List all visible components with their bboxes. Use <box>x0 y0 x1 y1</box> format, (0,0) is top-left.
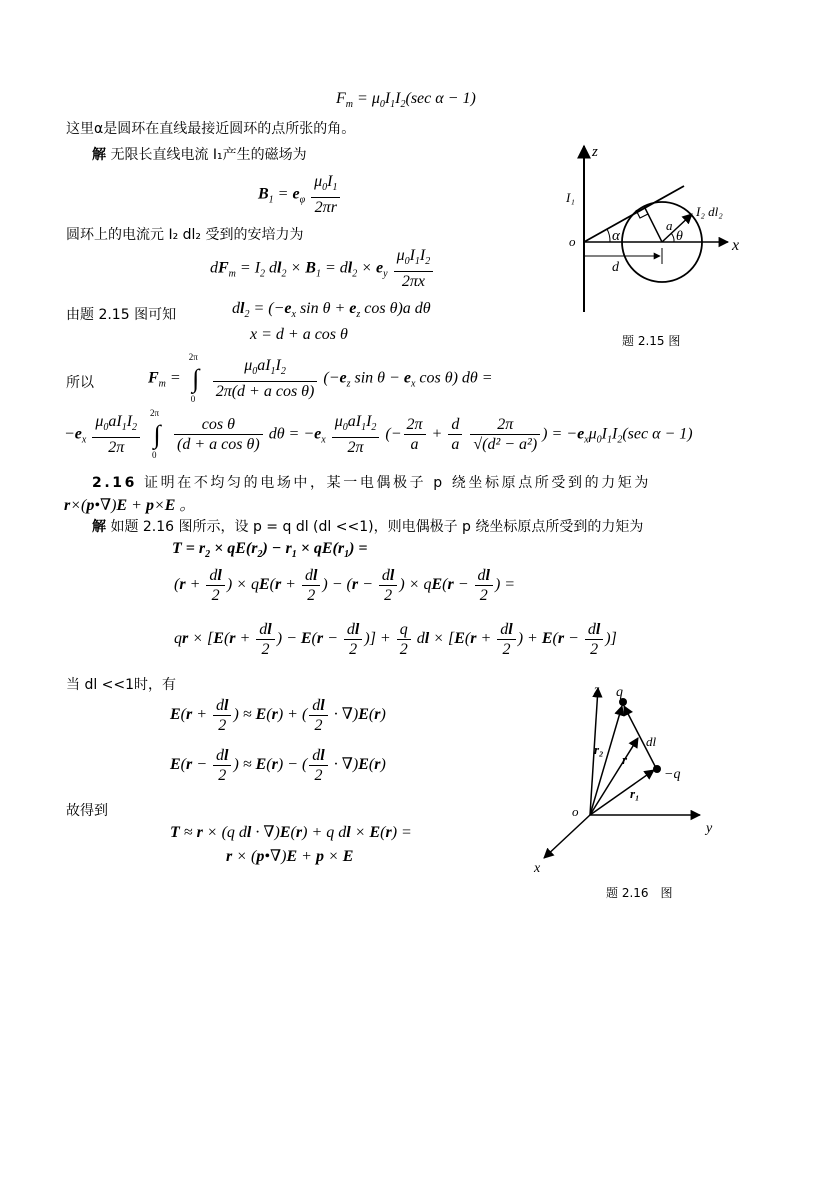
fig216-label-r1: r₁ <box>630 786 640 801</box>
fig215-label-theta: θ <box>676 229 683 244</box>
solution-216-line-b: 当 dl <<1时，有 <box>66 677 177 693</box>
solution-label-216: 解 <box>92 519 106 535</box>
equation-t-final: r × (p•∇)E + p × E <box>226 848 354 865</box>
fig215-label-i2dl2: I₂ dl₂ <box>696 204 723 219</box>
intro-line: 这里α是圆环在直线最接近圆环的点所张的角。 <box>66 121 356 137</box>
fig216-label-z: z <box>594 683 600 698</box>
solution-215-line-c: 由题 2.15 图可知 <box>66 307 177 323</box>
solution-215-line-b: 圆环上的电流元 I₂ dl₂ 受到的安培力为 <box>66 227 304 243</box>
fig216-label-q: q <box>616 685 623 700</box>
fig215-label-o: o <box>569 234 576 249</box>
fig216-label-x: x <box>534 861 541 876</box>
fig215-label-d: d <box>612 260 619 275</box>
equation-torque-statement: r×(p•∇)E + p×E 。 <box>64 497 196 514</box>
solution-216-line-a <box>92 516 643 536</box>
solution-215-line-a <box>92 144 307 164</box>
fig216-label-r2: r₂ <box>594 742 604 757</box>
equation-fm-evaluation: $-e_x$ $\frac{\mu_0aI_1I_2}{2\pi}$ ∫ 2π 0 $\frac{\text{cos θ}}{\text{(d + a cos θ)}}$ $d\theta = -e_x$ $\frac{\mu_0aI_1I_2}{2\pi}$ (− $\frac{2\pi}{a}$ + $\frac{d}{a}$ $\frac{2\pi}{\text{√(d² − a²)}}$ ) = $-e_x\mu_0I_1I_2(\sec$ α − 1) <box>64 407 693 460</box>
fig215-label-i1: I₁ <box>566 190 575 205</box>
figure-216 <box>530 680 730 880</box>
fig215-label-a: a <box>666 218 673 233</box>
problem-216-number: 2.16 <box>92 475 137 491</box>
fig216-label-r: r <box>622 752 628 767</box>
fig216-label-o: o <box>572 804 579 819</box>
equation-fm-integral: $F_m$ = ∫ 2π 0 $\frac{\mu_0aI_1I_2}{\text{2π(d + a cos θ)}}$ ($-e_z$ $\sin \theta - e_x$ cos θ) dθ = <box>148 351 493 404</box>
solution-label: 解 <box>92 147 106 163</box>
fig216-label-y: y <box>706 821 713 836</box>
equation-fm-result: $F_m = \mu_0I_1I_2(\sec$ α − 1) <box>336 90 476 111</box>
solution-215-line-d: 所以 <box>66 375 94 391</box>
solution-216-text-a: 如题 2.16 图所示，设 p = q dl (dl <<1)，则电偶极子 p 绕坐标原点所受到的力矩为 <box>110 519 644 535</box>
fig216-label-minus-q: −q <box>664 767 681 782</box>
equation-b1: $B_1 = e_\varphi$ $\frac{\mu_0I_1}{2\pi r}$ <box>258 172 342 217</box>
equation-e-minus: E(r − $\frac{dl}{2}$ ) ≈ E(r) − ( $\frac{dl}{2}$ · ∇)E(r) <box>170 747 386 784</box>
equation-t-line1: $T = r_2 \times qE(r_2) - r_1 \times qE(r_1)$ = <box>172 540 368 561</box>
figure-215-caption: 题 2.15 图 <box>622 334 681 348</box>
fig215-label-z: z <box>592 144 598 160</box>
figure-216-caption: 题 2.16 图 <box>606 886 673 900</box>
problem-216-statement <box>92 472 651 492</box>
fig216-r2-vector <box>590 706 622 815</box>
solution-215-text-a: 无限长直线电流 I₁产生的磁场为 <box>110 147 307 163</box>
figure-215 <box>560 140 760 320</box>
equation-t-line3: qr × [E(r + $\frac{dl}{2}$ ) − E(r − $\frac{dl}{2}$ )] + $\frac{q}{2}$ dl × [E(r + $\frac{dl}{2}$ ) + E(r − $\frac{dl}{2}$ )] <box>174 621 617 658</box>
equation-t-line2: (r + $\frac{dl}{2}$ ) × qE(r + $\frac{dl}{2}$ ) − (r − $\frac{dl}{2}$ ) × qE(r − $\frac{dl}{2}$ ) = <box>174 567 516 604</box>
fig216-x-axis <box>544 815 590 858</box>
equation-dfm: $dF_m = I_2$ $dl_2 \times B_1 = dl_2 \times e_y$ $\frac{\mu_0I_1I_2}{2\pi x}$ <box>210 246 435 291</box>
fig216-r1-vector <box>590 770 654 815</box>
equation-e-plus: E(r + $\frac{dl}{2}$ ) ≈ E(r) + ( $\frac{dl}{2}$ · ∇)E(r) <box>170 697 386 734</box>
fig215-label-alpha: α <box>612 228 620 244</box>
fig216-charge-minus-q <box>653 765 661 773</box>
fig215-label-x: x <box>732 237 740 254</box>
fig216-label-dl: dl <box>646 734 657 749</box>
solution-216-line-c: 故得到 <box>66 803 108 819</box>
equation-dl2: $dl_2 = (-e_x$ $\sin \theta + e_z$ cos θ)a dθ <box>232 300 431 321</box>
problem-216-text: 证明在不均匀的电场中，某一电偶极子 p 绕坐标原点所受到的力矩为 <box>144 475 652 491</box>
equation-t-approx: T ≈ r × (q dl · ∇)E(r) + q dl × E(r) = <box>170 824 412 841</box>
equation-x: x = d + a cos θ <box>250 326 348 343</box>
